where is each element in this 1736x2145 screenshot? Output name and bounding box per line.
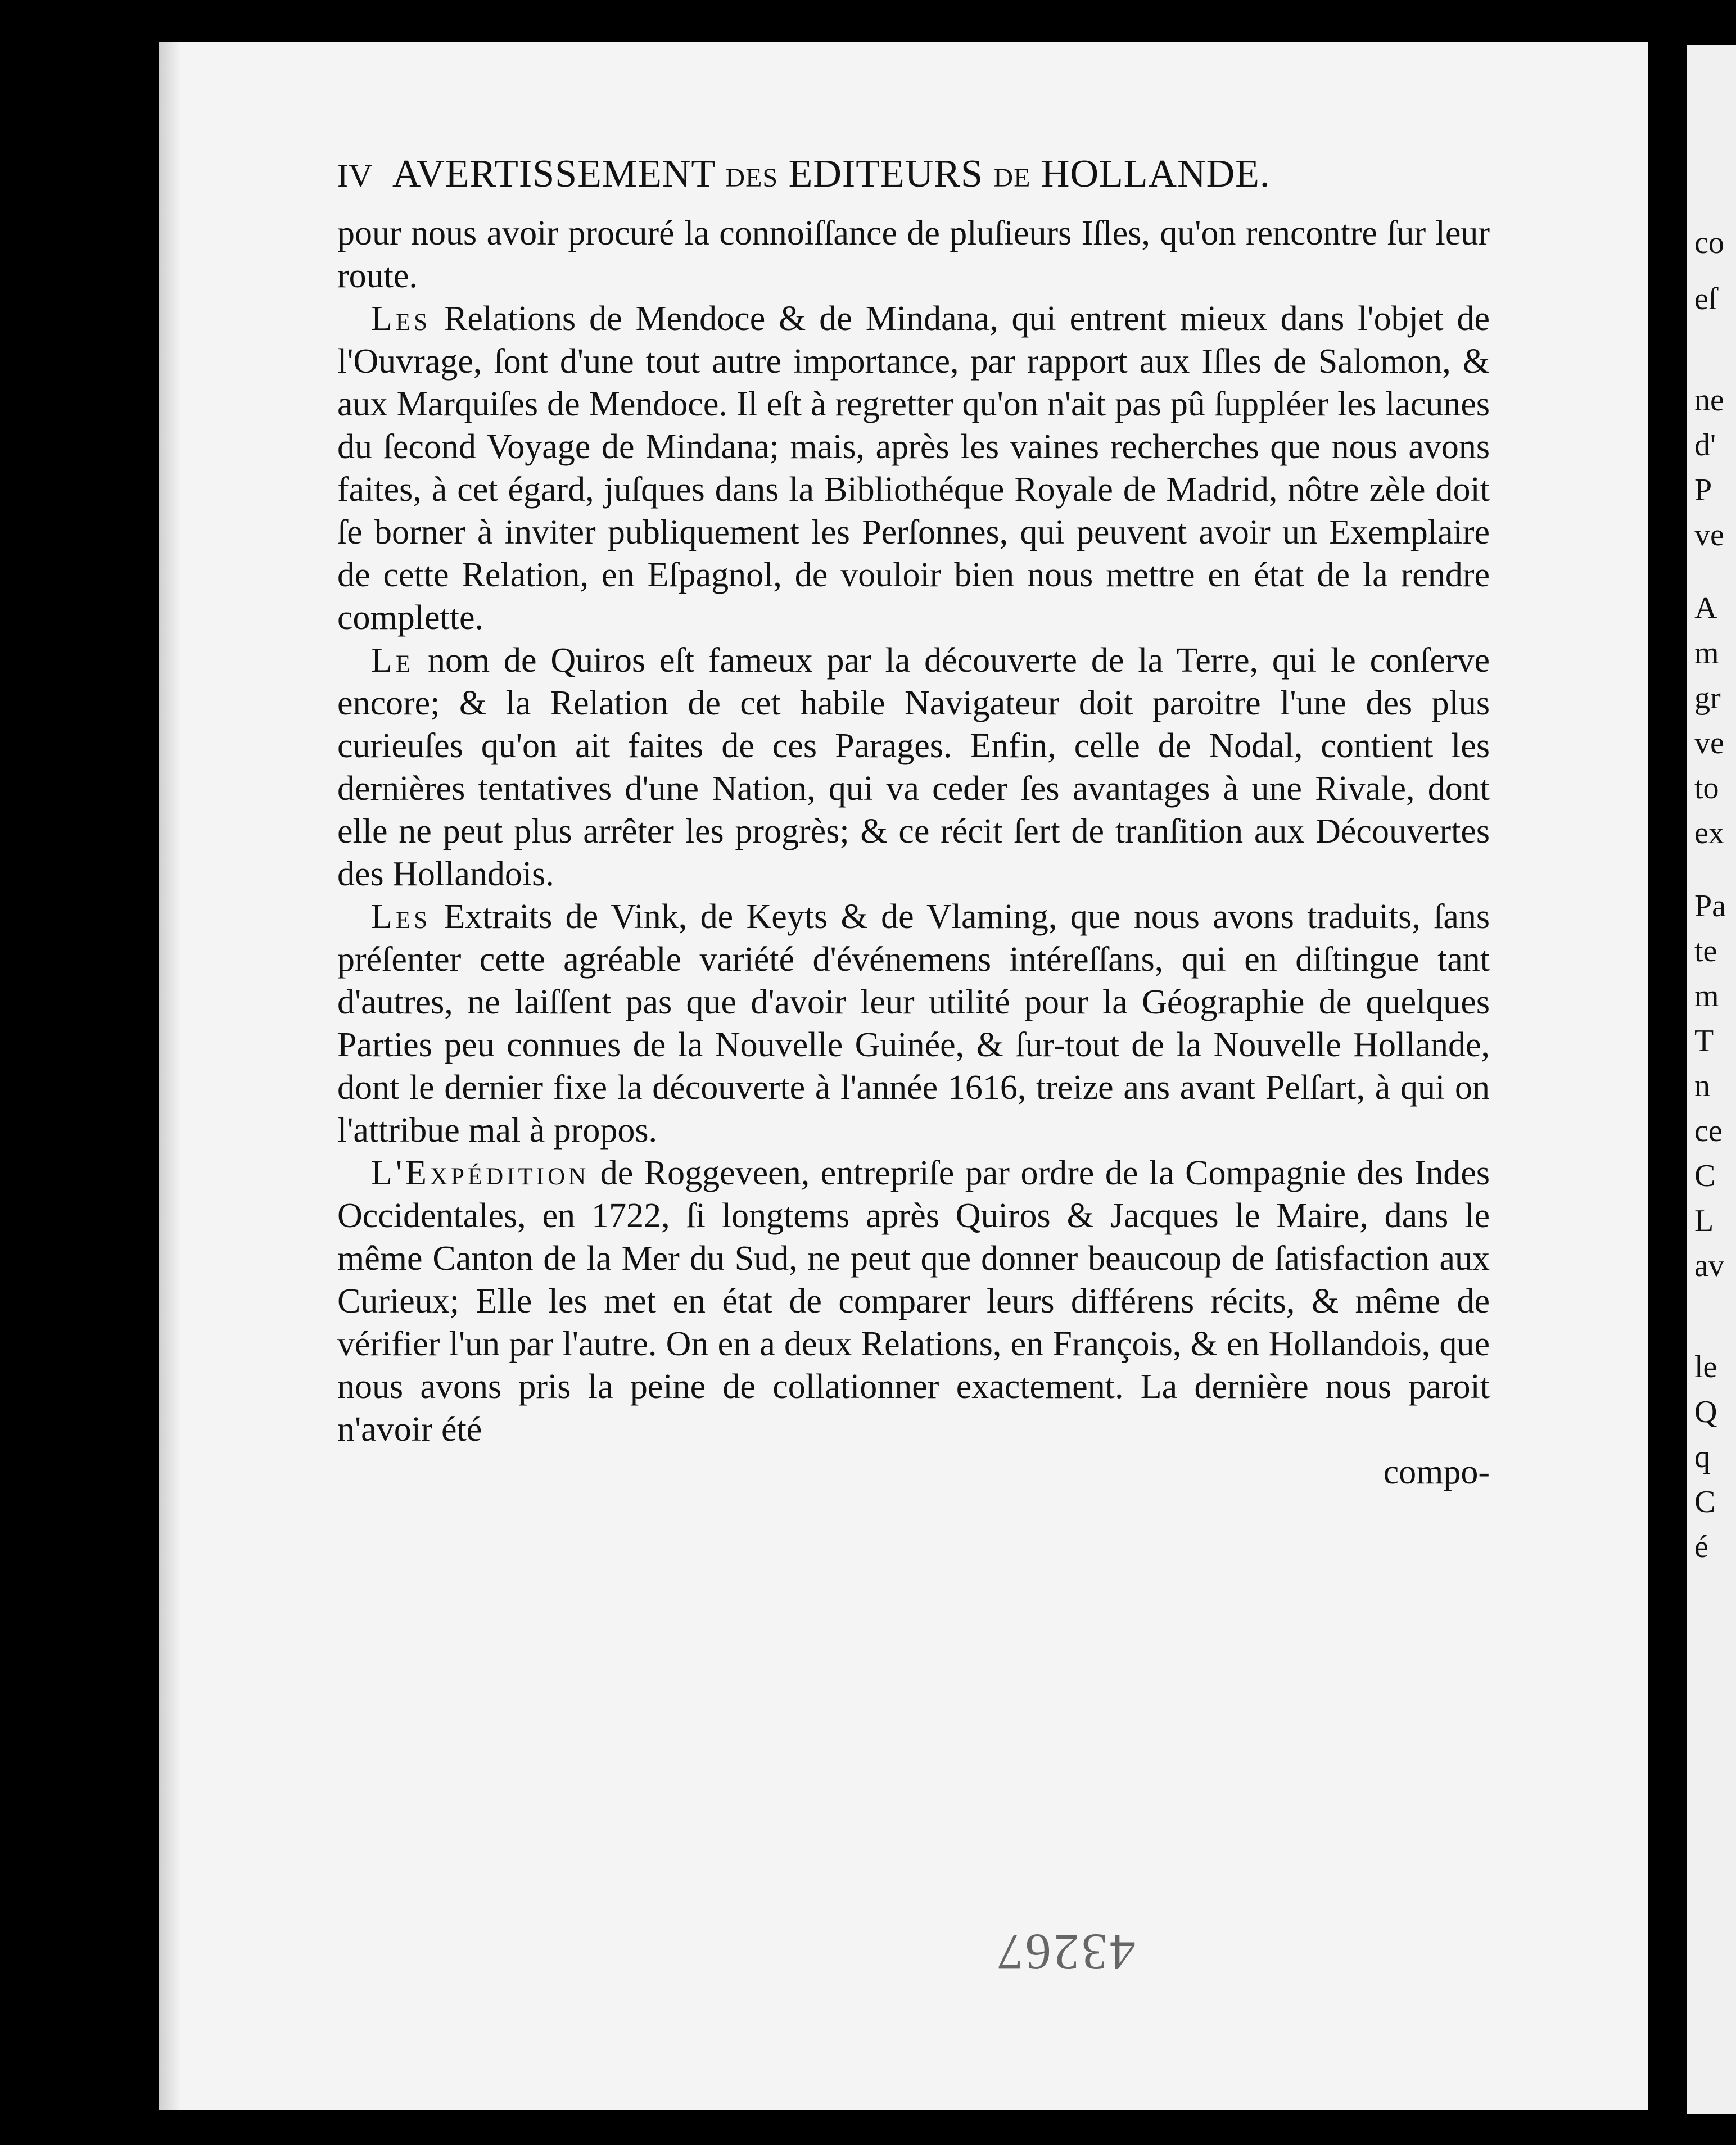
facing-page-fragment: to bbox=[1694, 771, 1719, 805]
facing-page-fragment: m bbox=[1694, 636, 1719, 671]
paragraph-text: nom de Quiros eſt fameux par la découverte de la Terre, qui le conſerve encore; & la Relation de cet habile Navigateur doit paroitre l'une des plus curieuſes qu'on ait faites de ces Parages. Enfin, celle de Nodal, contient les dernières tentatives d'une Nation, qui va ceder ſes avantages à une Rivale, dont elle ne peut plus arrêter les progrès; & ce récit ſert de tranſition aux Découvertes des Hollandois. bbox=[337, 641, 1490, 893]
running-head-word-3: EDITEURS bbox=[788, 152, 983, 196]
paragraph-lead: Les bbox=[371, 898, 431, 936]
facing-page-fragment: A bbox=[1694, 591, 1717, 626]
paragraph-lead: Les bbox=[371, 300, 431, 338]
facing-page-fragment: le bbox=[1694, 1350, 1717, 1384]
facing-page-fragment: d' bbox=[1694, 428, 1716, 463]
facing-page-fragment: L bbox=[1694, 1203, 1714, 1238]
catchword: compo- bbox=[1383, 1453, 1490, 1491]
paragraph bbox=[337, 895, 1490, 1152]
page-content bbox=[337, 141, 1490, 1494]
facing-page-fragment: é bbox=[1694, 1529, 1708, 1564]
facing-page-fragment: n bbox=[1694, 1069, 1710, 1103]
facing-page-edge bbox=[1687, 45, 1736, 2114]
library-stamp: 43267 bbox=[995, 1924, 1136, 1981]
facing-page-fragment: ce bbox=[1694, 1114, 1723, 1148]
page-gutter-shadow bbox=[159, 42, 181, 2110]
facing-page-fragment: C bbox=[1694, 1159, 1716, 1193]
paragraph-text: Extraits de Vink, de Keyts & de Vlaming, que nous avons traduits, ſans préſenter cette agréable variété d'événemens intéreſſans, qui en diſtingue tant d'autres, ne laiſſent pas que d'avoir leur utilité pour la Géographie de quelques Parties peu connues de la Nouvelle Guinée, & ſur-tout de la Nouvelle Hollande, dont le dernier fixe la découverte à l'année 1616, treize ans avant Pelſart, à qui on l'attribue mal à propos. bbox=[337, 898, 1490, 1150]
paragraph bbox=[337, 1152, 1490, 1451]
paragraph bbox=[337, 212, 1490, 297]
paragraph bbox=[337, 639, 1490, 895]
facing-page-fragment: ex bbox=[1694, 816, 1724, 850]
facing-page-fragment: Q bbox=[1694, 1395, 1717, 1429]
running-head bbox=[337, 141, 1490, 212]
facing-page-fragment: C bbox=[1694, 1485, 1716, 1519]
page-number: IV bbox=[337, 157, 373, 194]
facing-page-fragment: co bbox=[1694, 225, 1724, 260]
facing-page-fragment: ve bbox=[1694, 726, 1724, 761]
paragraph bbox=[337, 297, 1490, 639]
facing-page-fragment: te bbox=[1694, 934, 1717, 969]
facing-page-fragment: eſ bbox=[1694, 282, 1717, 316]
running-head-word-1: AVERTISSEMENT bbox=[392, 152, 715, 196]
paragraph-text: Relations de Mendoce & de Mindana, qui entrent mieux dans l'objet de l'Ouvrage, ſont d'une tout autre importance, par rapport aux Iſles de Salomon, & aux Marquiſes de Mendoce. Il eſt à regretter qu'on n'ait pas pû ſuppléer les lacunes du ſecond Voyage de Mindana; mais, après les vaines recherches que nous avons faites, à cet égard, juſques dans la Bibliothéque Royale de Madrid, nôtre zèle doit ſe borner à inviter publiquement les Perſonnes, qui peuvent avoir un Exemplaire de cette Relation, en Eſpagnol, de vouloir bien nous mettre en état de la rendre complette. bbox=[337, 300, 1490, 637]
facing-page-fragment: q bbox=[1694, 1440, 1710, 1474]
running-head-word-4: DE bbox=[993, 163, 1031, 193]
facing-page-fragment: av bbox=[1694, 1248, 1724, 1283]
facing-page-fragment: ne bbox=[1694, 383, 1724, 418]
facing-page-fragment: T bbox=[1694, 1024, 1714, 1058]
running-head-word-2: DES bbox=[725, 163, 779, 193]
facing-page-fragment: gr bbox=[1694, 681, 1721, 716]
paragraph-lead: Le bbox=[371, 641, 414, 680]
facing-page-fragment: ve bbox=[1694, 518, 1724, 553]
paragraph-lead: L'Expédition bbox=[371, 1154, 590, 1192]
body-text bbox=[337, 212, 1490, 1494]
paragraph-text: de Roggeveen, entrepriſe par ordre de la Compagnie des Indes Occidentales, en 1722, ſi longtems après Quiros & Jacques le Maire, dans le même Canton de la Mer du Sud, ne peut que donner beaucoup de ſatisfaction aux Curieux; Elle les met en état de comparer leurs différens récits, & même de vérifier l'un par l'autre. On en a deux Relations, en François, & en Hollandois, que nous avons pris la peine de collationner exactement. La dernière nous paroit n'avoir été bbox=[337, 1154, 1490, 1449]
running-head-word-5: HOLLANDE. bbox=[1041, 152, 1271, 196]
facing-page-fragment: m bbox=[1694, 979, 1719, 1013]
facing-page-fragment: P bbox=[1694, 473, 1712, 508]
paragraph-text: pour nous avoir procuré la connoiſſance de pluſieurs Iſles, qu'on rencontre ſur leur route. bbox=[337, 214, 1490, 295]
facing-page-fragment: Pa bbox=[1694, 889, 1726, 924]
